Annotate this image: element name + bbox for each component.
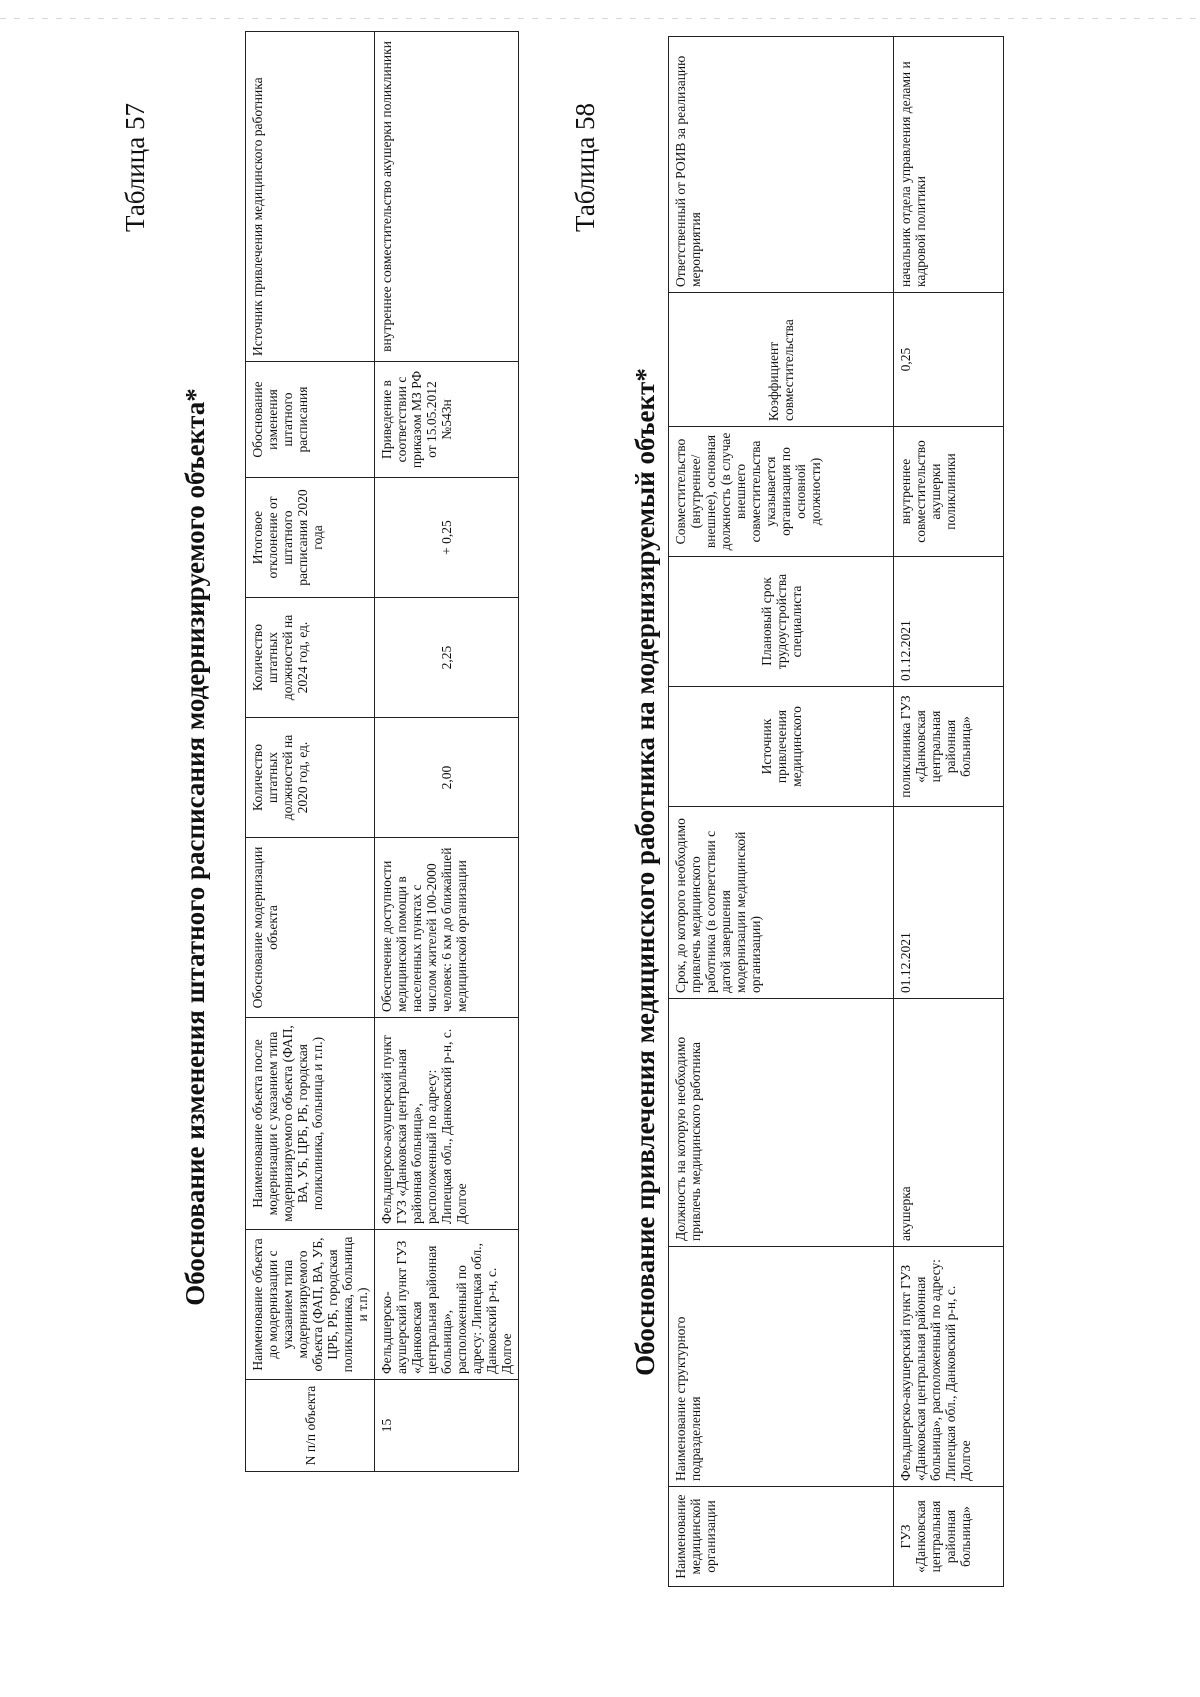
t58-cell: Фельдшерско-акушерский пункт ГУЗ «Данковская центральная районная больница», расположенный по адресу: Липецкая обл., Данковский р-н, с. Долгое <box>894 1247 1004 1487</box>
t57-header-cell: Наименование объекта после модернизации с указанием типа модернизируемого объекта (ФАП, ВА, УБ, ЦРБ, РБ, городская поликлиника, больница и т.п.) <box>246 1018 375 1230</box>
table-57-label: Таблица 57 <box>120 103 150 232</box>
t58-header-cell: Источник привлечения медицинского <box>669 687 894 807</box>
t58-header-cell: Наименование структурного подразделения <box>669 1247 894 1487</box>
t58-header-cell: Должность на которую необходимо привлечь медицинского работника <box>669 999 894 1247</box>
t58-header-cell: Совместительство (внутреннее/внешнее), основная должность (в случае внешнего совместительства указывается организация по основной должности) <box>669 427 894 557</box>
table-57-header-row <box>246 32 375 1472</box>
t58-header-cell: Коэффициент совместительства <box>669 293 894 427</box>
t57-cell: 2,00 <box>375 718 519 838</box>
t58-cell: поликлиника ГУЗ «Данковская центральная районная больница» <box>894 687 1004 807</box>
t57-cell: Фельдшерско-акушерский пункт ГУЗ «Данковская центральная районная больница», расположенный по адресу: Липецкая обл., Данковский р-н, с. Долгое <box>375 1018 519 1230</box>
t57-cell: Приведение в соответствии с приказом МЗ РФ от 15.05.2012 №543н <box>375 362 519 478</box>
t57-header-cell: Количество штатных должностей на 2020 год, ед. <box>246 718 375 838</box>
table-row <box>894 37 1004 1587</box>
table-58-header-row <box>669 37 894 1587</box>
table-58-title: Обоснование привлечения медицинского работника на модернизируемый объект* <box>630 368 660 1376</box>
t58-cell: начальник отдела управления делами и кадровой политики <box>894 37 1004 293</box>
t57-header-cell: Наименование объекта до модернизации с указанием типа модернизируемого объекта (ФАП, ВА, УБ, ЦРБ, РБ, городская поликлиника, больница и т.п.) <box>246 1230 375 1380</box>
t58-cell: ГУЗ «Данковская центральная районная больница» <box>894 1487 1004 1587</box>
t57-cell: + 0,25 <box>375 478 519 598</box>
t58-header-cell: Срок, до которого необходимо привлечь медицинского работника (в соответствии с датой завершения модернизации медицинской организации) <box>669 807 894 999</box>
table-58 <box>668 36 1004 1587</box>
t58-cell: 0,25 <box>894 293 1004 427</box>
t57-cell: 15 <box>375 1380 519 1472</box>
t57-cell: Фельдшерско-акушерский пункт ГУЗ «Данковская центральная районная больница», расположенный по адресу: Липецкая обл., Данковский р-н, с. Долгое <box>375 1230 519 1380</box>
table-57-title: Обоснование изменения штатного расписания модернизируемого объекта* <box>180 388 210 1306</box>
t57-header-cell: Количество штатных должностей на 2024 год, ед. <box>246 598 375 718</box>
t58-header-cell: Наименование медицинской организации <box>669 1487 894 1587</box>
t57-header-cell: Обоснование модернизации объекта <box>246 838 375 1018</box>
t57-cell: 2,25 <box>375 598 519 718</box>
t58-header-cell: Ответственный от РОИВ за реализацию мероприятия <box>669 37 894 293</box>
table-row <box>375 32 519 1472</box>
t57-cell: внутреннее совместительство акушерки поликлиники <box>375 32 519 362</box>
t57-header-cell: N п/п объекта <box>246 1380 375 1472</box>
t58-cell: внутреннее совместительство акушерки поликлиники <box>894 427 1004 557</box>
t58-header-cell: Плановый срок трудоустройства специалиста <box>669 557 894 687</box>
t57-cell: Обеспечение доступности медицинской помощи в населенных пунктах с числом жителей 100-2000 человек: 6 км до ближайшей медицинской организации <box>375 838 519 1018</box>
t57-header-cell: Обоснование изменения штатного расписания <box>246 362 375 478</box>
t58-cell: 01.12.2021 <box>894 557 1004 687</box>
t57-header-cell: Источник привлечения медицинского работника <box>246 32 375 362</box>
table-58-label: Таблица 58 <box>570 103 600 232</box>
t58-cell: 01.12.2021 <box>894 807 1004 999</box>
table-57 <box>245 31 519 1472</box>
t57-header-cell: Итоговое отклонение от штатного расписания 2020 года <box>246 478 375 598</box>
t58-cell: акушерка <box>894 999 1004 1247</box>
